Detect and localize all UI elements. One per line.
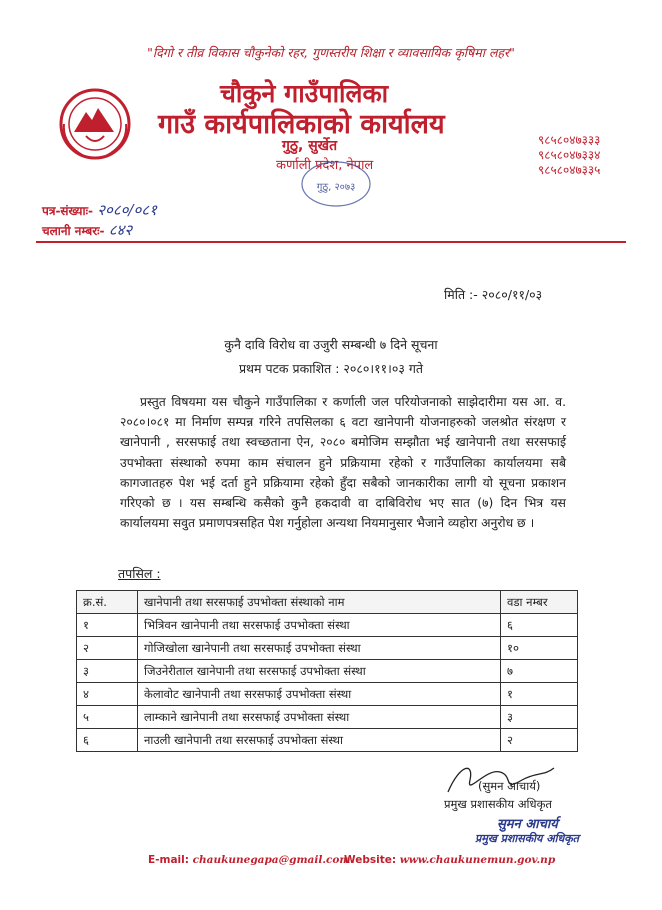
first-published: प्रथम पटक प्रकाशित : २०८०।११।०३ गते bbox=[238, 361, 424, 376]
website-link[interactable]: www.chaukunemun.gov.np bbox=[399, 854, 556, 866]
nepal-emblem-icon bbox=[56, 84, 134, 164]
slogan: "दिगो र तीव्र विकास चौकुनेको रहर, गुणस्तरीय शिक्षा र व्यावसायिक कृषिमा लहर" bbox=[147, 45, 515, 60]
patra-sankhya bbox=[42, 200, 157, 220]
row-ward: ६ bbox=[501, 614, 578, 637]
table-row bbox=[77, 637, 578, 660]
phone-number: ९८५८०४७३३४ bbox=[538, 148, 601, 162]
col-serial: क्र.सं. bbox=[77, 591, 138, 614]
table-row bbox=[77, 729, 578, 752]
col-name: खानेपानी तथा सरसफाई उपभोक्ता संस्थाको नाम bbox=[138, 591, 501, 614]
row-ward: ३ bbox=[501, 706, 578, 729]
signatory-name: (सुमन आचार्य) bbox=[478, 779, 541, 793]
footer-website bbox=[344, 854, 555, 866]
row-ward: १ bbox=[501, 683, 578, 706]
address-line-2: कर्णाली प्रदेश, नेपाल bbox=[276, 158, 374, 173]
chalani-number bbox=[42, 220, 132, 240]
address-line-1: गुठु, सुर्खेत bbox=[282, 138, 338, 154]
phone-list bbox=[538, 133, 600, 178]
committee-table bbox=[76, 590, 578, 752]
row-name: गोजिखोला खानेपानी तथा सरसफाई उपभोक्ता संस्था bbox=[138, 637, 501, 660]
chalani-label: चलानी नम्बरः- bbox=[42, 224, 105, 238]
row-ward: १० bbox=[501, 637, 578, 660]
chalani-value: ८४२ bbox=[108, 221, 133, 239]
municipality-name: चौकुने गाउँपालिका bbox=[220, 79, 389, 108]
letter-date: मिति :- २०८०/११/०३ bbox=[444, 287, 543, 302]
table-row bbox=[77, 614, 578, 637]
row-serial: २ bbox=[77, 637, 138, 660]
row-ward: २ bbox=[501, 729, 578, 752]
table-row bbox=[77, 706, 578, 729]
header-divider bbox=[36, 241, 626, 243]
email-address[interactable]: chaukunegapa@gmail.com bbox=[192, 854, 351, 866]
row-serial: ५ bbox=[77, 706, 138, 729]
email-label: E-mail: bbox=[148, 854, 189, 866]
table-header-row bbox=[77, 591, 578, 614]
row-serial: ३ bbox=[77, 660, 138, 683]
tapasil-label: तपसिल : bbox=[118, 566, 161, 581]
phone-number: ९८५८०४७३३३ bbox=[538, 133, 601, 147]
row-name: केलावोट खानेपानी तथा सरसफाई उपभोक्ता संस्था bbox=[138, 683, 501, 706]
notice-title: कुनै दावि विरोध वा उजुरी सम्बन्धी ७ दिने सूचना bbox=[224, 337, 438, 352]
phone-number: ९८५८०४७३३५ bbox=[538, 163, 601, 177]
notice-body: प्रस्तुत विषयमा यस चौकुने गाउँपालिका र कर्णाली जल परियोजनाको साझेदारीमा यस आ. व. २०८०।०८१ मा निर्माण सम्पन्न गरिने तपसिलका ६ वटा खानेपानी योजनाहरुको जलश्रोत संरक्षण र खानेपानी , सरसफाई तथा स्वच्छताना ऐन, २०८० बमोजिम सम्झौता भई खानेपानी तथा सरसफाई उपभोक्ता संस्थाको रुपमा काम संचालन हुने प्रक्रियामा रहेको र गाउँपालिका कार्यालयमा सबै कागजातहरु पेश भई दर्ता हुने प्रक्रियामा रहेको हुँदा सबैको जानकारीका लागी यो सूचना प्रकाशन गरिएको छ । यस सम्बन्धि कसैको कुनै हकदावी वा दाबिविरोध भए सात (७) दिन भित्र यस कार्यालयमा सवुत प्रमाणपत्रसहित पेश गर्नुहोला अन्यथा नियमानुसार भैजाने व्यहोरा अनुरोध छ । bbox=[120, 395, 566, 531]
office-stamp bbox=[298, 158, 374, 210]
stamp-name: सुमन आचार्य bbox=[497, 817, 558, 832]
row-serial: ४ bbox=[77, 683, 138, 706]
patra-value: २०८०/०८१ bbox=[97, 201, 157, 219]
office-stamp-text: गुठु, २०७३ bbox=[316, 182, 356, 193]
row-name: लाम्काने खानेपानी तथा सरसफाई उपभोक्ता संस्था bbox=[138, 706, 501, 729]
row-name: जिउनेरीताल खानेपानी तथा सरसफाई उपभोक्ता संस्था bbox=[138, 660, 501, 683]
row-serial: १ bbox=[77, 614, 138, 637]
patra-label: पत्र-संख्याः- bbox=[42, 204, 94, 218]
signatory-title: प्रमुख प्रशासकीय अधिकृत bbox=[444, 797, 552, 811]
row-name: नाउली खानेपानी तथा सरसफाई उपभोक्ता संस्था bbox=[138, 729, 501, 752]
office-name: गाउँ कार्यपालिकाको कार्यालय bbox=[158, 109, 445, 140]
footer-email bbox=[148, 854, 351, 866]
row-serial: ६ bbox=[77, 729, 138, 752]
website-label: Website: bbox=[344, 854, 397, 866]
row-name: भित्रिवन खानेपानी तथा सरसफाई उपभोक्ता संस्था bbox=[138, 614, 501, 637]
table-row bbox=[77, 683, 578, 706]
table-row bbox=[77, 660, 578, 683]
col-ward: वडा नम्बर bbox=[501, 591, 578, 614]
signature-stamp bbox=[475, 818, 579, 846]
row-ward: ७ bbox=[501, 660, 578, 683]
stamp-title: प्रमुख प्रशासकीय अधिकृत bbox=[475, 832, 579, 845]
